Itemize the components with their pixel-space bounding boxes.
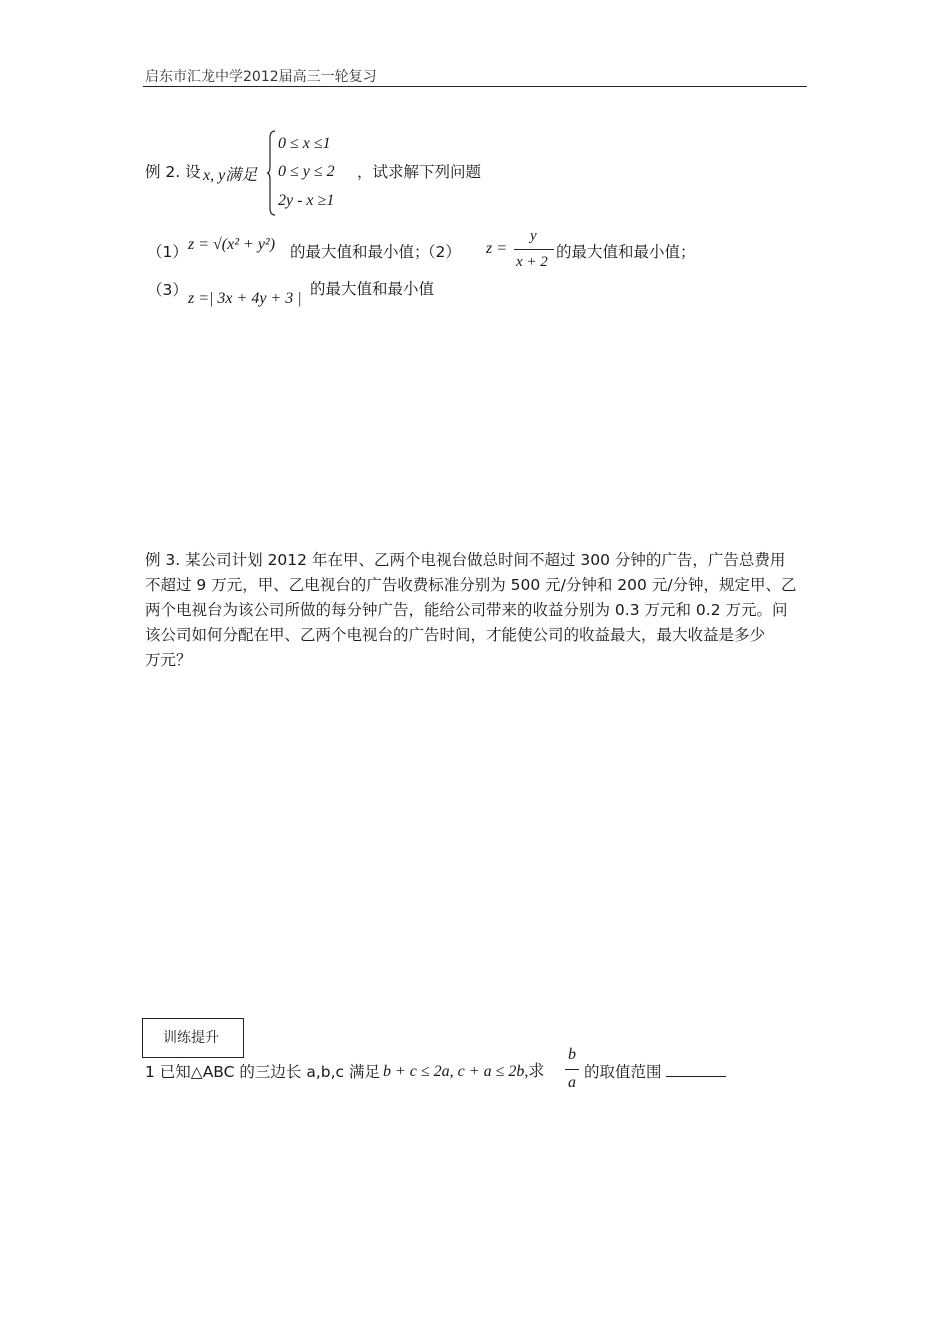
practice-1-denominator: a: [568, 1074, 576, 1091]
example3-line: 万元？: [145, 651, 192, 669]
answer-blank[interactable]: [666, 1076, 726, 1077]
practice-1-numerator: b: [568, 1046, 576, 1063]
condition-1: 0 ≤ x ≤1: [278, 135, 331, 152]
practice-1-tail: 的取值范围: [584, 1063, 662, 1081]
question-3-text: 的最大值和最小值: [310, 280, 435, 298]
question-1-number: （1）: [147, 243, 188, 261]
question-2-fraction-bar: [514, 249, 554, 250]
example3-line: 两个电视台为该公司所做的每分钟广告，能给公司带来的收益分别为 0.3 万元和 0.2 万元。问: [145, 601, 788, 619]
example2-label: 例 2. 设: [145, 163, 201, 181]
example3-line: 该公司如何分配在甲、乙两个电视台的广告时间，才能使公司的收益最大，最大收益是多少: [145, 626, 766, 644]
practice-1-inequality: [383, 1058, 544, 1081]
question-1-formula: z = √(x² + y²): [188, 236, 276, 253]
question-2-denominator: x + 2: [516, 254, 548, 270]
practice-1-inequality-expr: b + c ≤ 2a, c + a ≤ 2b,: [383, 1063, 529, 1080]
header-divider: [143, 86, 807, 87]
example2-variables: x, y满足: [203, 167, 258, 184]
question-1-text: 的最大值和最小值；: [290, 243, 430, 261]
question-2-lhs: z =: [486, 240, 508, 257]
practice-1-text: 1 已知△ABC 的三边长 a,b,c 满足: [145, 1063, 380, 1081]
condition-2: 0 ≤ y ≤ 2: [278, 163, 335, 180]
example2-instruction: ，试求解下列问题: [357, 163, 482, 181]
condition-3: 2y - x ≥1: [278, 192, 335, 209]
practice-1-fraction-bar: [565, 1069, 579, 1070]
example3-line: 例 3. 某公司计划 2012 年在甲、乙两个电视台做总时间不超过 300 分钟的广告，广告总费用: [145, 551, 786, 569]
practice-section-title: 训练提升: [163, 1030, 219, 1046]
system-brace: [266, 130, 276, 216]
question-2-numerator: y: [530, 228, 537, 244]
example3-line: 不超过 9 万元，甲、乙电视台的广告收费标准分别为 500 元/分钟和 200 元/分钟，规定甲、乙: [145, 576, 797, 594]
practice-1-ask: 求: [528, 1061, 545, 1080]
question-3-formula: z =| 3x + 4y + 3 |: [188, 290, 302, 307]
question-2-text: 的最大值和最小值；: [556, 243, 696, 261]
question-3-number: （3）: [147, 281, 188, 299]
page-header-title: 启东市汇龙中学2012届高三一轮复习: [145, 69, 377, 85]
question-2-number: （2）: [420, 243, 461, 261]
